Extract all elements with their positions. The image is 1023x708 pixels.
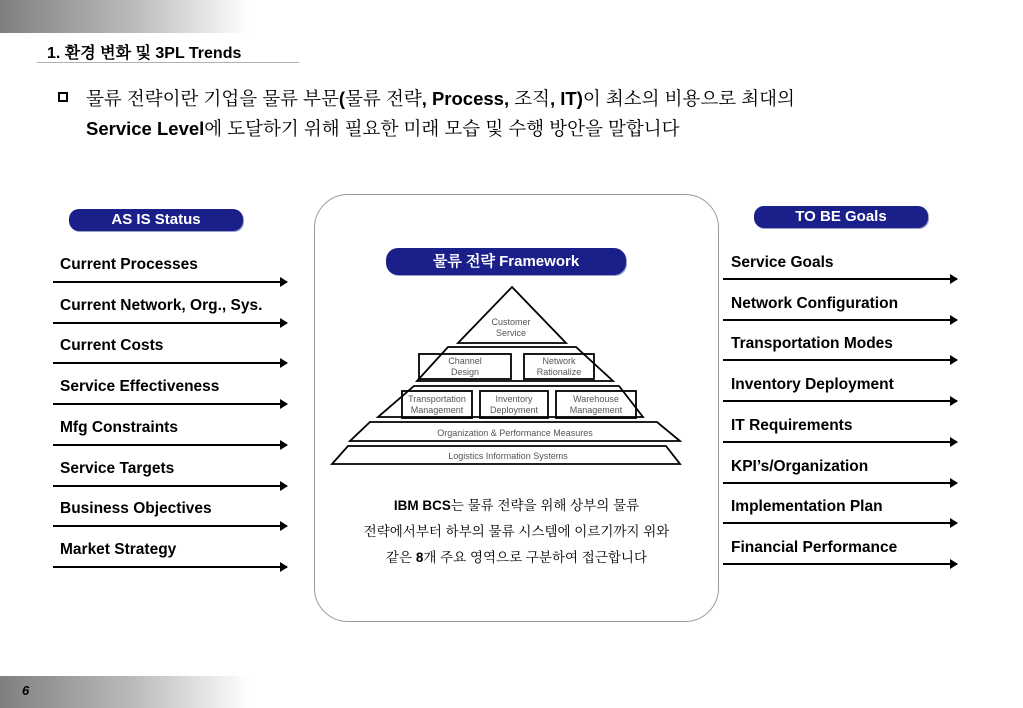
as-is-item: Service Effectiveness [60,378,220,396]
as-is-arrow-icon [53,322,287,324]
to-be-item: Transportation Modes [731,335,893,353]
to-be-arrow-icon [723,482,957,484]
as-is-item: Service Targets [60,459,175,477]
as-is-arrow-icon [53,281,287,283]
checkbox-bullet-icon [58,92,68,102]
as-is-item: Market Strategy [60,540,177,558]
to-be-item: IT Requirements [731,416,853,434]
footer-gradient-bar [0,676,250,708]
logistics-framework-pyramid [330,285,682,467]
to-be-arrow-icon [723,522,957,524]
to-be-arrow-icon [723,400,957,402]
to-be-item: Implementation Plan [731,498,883,516]
to-be-arrow-icon [723,563,957,565]
intro-text: 물류 전략이란 기업을 물류 부문(물류 전략, Process, 조직, IT)이 최소의 비용으로 최대의 Service Level에 도달하기 위해 필요한 미래 모습 및 수행 방안을 말합니다 [86,88,795,139]
as-is-arrow-icon [53,403,287,405]
as-is-arrow-icon [53,362,287,364]
pyramid-label-network: Network [542,356,576,366]
to-be-arrow-icon [723,441,957,443]
pyramid-label-channel: Channel [448,356,482,366]
framework-label: 물류 전략 Framework [386,248,626,275]
to-be-item: Financial Performance [731,538,898,556]
pyramid-label-logistics-is: Logistics Information Systems [448,451,568,461]
to-be-arrow-icon [723,359,957,361]
as-is-arrow-icon [53,566,287,568]
as-is-item: Mfg Constraints [60,418,178,436]
to-be-item: Service Goals [731,254,834,271]
pyramid-label-design: Design [450,367,480,377]
pyramid-label-inventory: Inventory [495,394,533,404]
pyramid-label-service: Service [495,328,527,338]
to-be-item: KPI’s/Organization [731,457,869,475]
as-is-arrow-icon [53,444,287,446]
to-be-arrow-icon [723,278,957,280]
to-be-item: Inventory Deployment [731,376,894,394]
pyramid-label-management-2: Management [569,405,623,415]
pyramid-label-management-1: Management [410,405,464,415]
as-is-item: Current Processes [60,256,198,273]
header-gradient-bar [0,0,250,33]
pyramid-label-customer: Customer [491,317,531,327]
as-is-arrow-icon [53,525,287,527]
as-is-item: Current Costs [60,337,164,355]
pyramid-label-warehouse: Warehouse [573,394,619,404]
pyramid-label-org-performance: Organization & Performance Measures [437,428,593,438]
pyramid-label-rationalize: Rationalize [536,367,582,377]
page-number: 6 [22,683,30,698]
framework-description: IBM BCS는 물류 전략을 위해 상부의 물류 전략에서부터 하부의 물류 시스템에 이르기까지 위와 같은 8개 주요 영역으로 구분하여 접근합니다 [363,498,670,565]
as-is-arrow-icon [53,485,287,487]
pyramid-mid-tier [417,347,613,381]
to-be-item: Network Configuration [731,294,899,312]
as-is-status-label: AS IS Status [69,209,243,231]
pyramid-label-deployment: Deployment [489,405,539,415]
as-is-item: Current Network, Org., Sys. [60,296,263,314]
to-be-goals-label: TO BE Goals [754,206,928,228]
title-underline [37,62,299,63]
to-be-arrow-icon [723,319,957,321]
pyramid-label-transportation: Transportation [408,394,466,404]
as-is-item: Business Objectives [60,500,212,518]
page-title: 1. 환경 변화 및 3PL Trends [47,45,242,62]
